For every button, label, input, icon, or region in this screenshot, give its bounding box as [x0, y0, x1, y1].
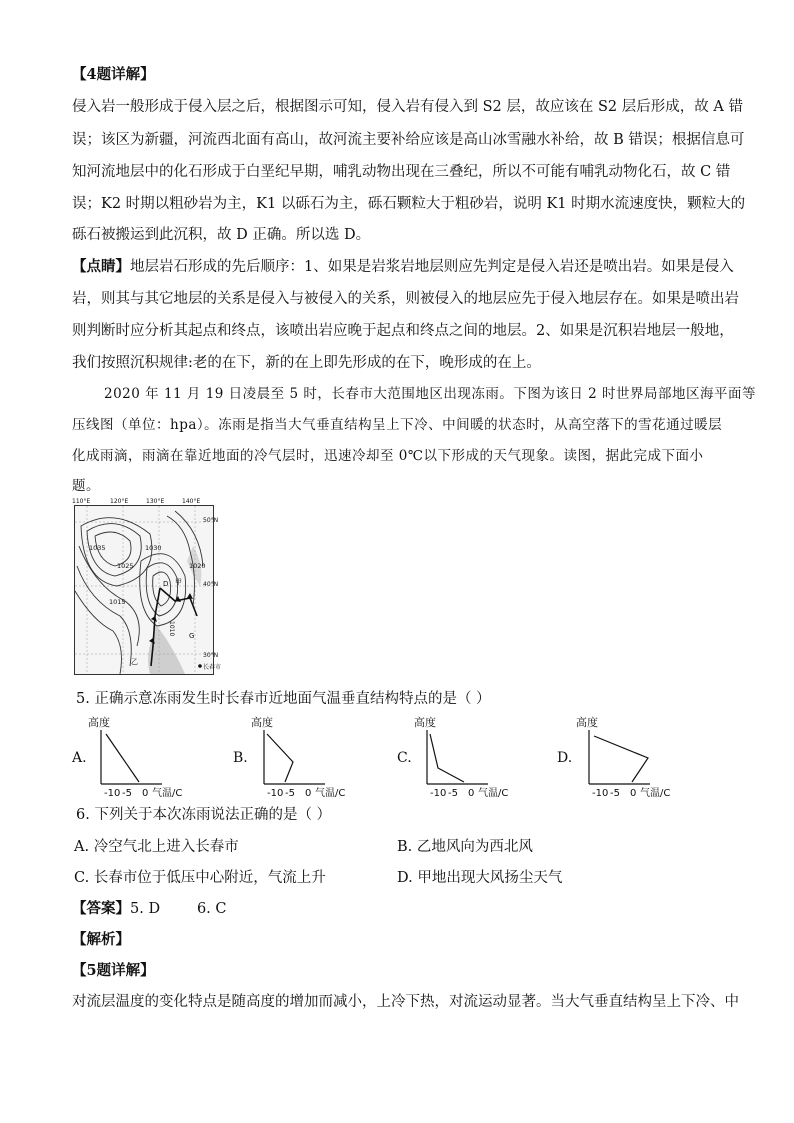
graph-b-xlabel: 气温/C — [315, 788, 346, 799]
passage-line-3: 化成雨滴，雨滴在靠近地面的冷气层时，迅速冷却至 0℃以下形成的天气现象。读图，据此完成下面小 — [72, 448, 704, 464]
q5-option-c-letter[interactable]: C. — [397, 750, 412, 766]
tips-line-1 — [72, 258, 734, 276]
graph-d-tick-0: 0 — [630, 788, 637, 799]
tips-line-4: 我们按照沉积规律:老的在下，新的在上即先形成的在下，晚形成的在上。 — [72, 355, 541, 371]
q5-option-a-graph[interactable] — [84, 714, 199, 804]
answer-label: 【答案】 — [72, 900, 130, 917]
graph-c-ylabel: 高度 — [414, 716, 436, 729]
passage-line-1: 2020 年 11 月 19 日凌晨至 5 时，长春市大范围地区出现冻雨。下图为该日 2 时世界局部地区海平面等 — [104, 386, 757, 402]
graph-d-tick-m5: -5 — [610, 788, 620, 799]
lat-40: 40°N — [203, 581, 219, 588]
q6-option-d[interactable]: D. 甲地出现大风扬尘天气 — [397, 870, 563, 886]
q5-option-b-letter[interactable]: B. — [233, 750, 248, 766]
graph-c-tick-m10: -10 — [430, 788, 447, 799]
isobar-label-1020: 1020 — [189, 562, 206, 570]
svg-text:G: G — [189, 632, 195, 640]
section4-line-5: 砾石被搬运到此沉积，故 D 正确。所以选 D。 — [72, 227, 371, 243]
analysis-label: 【解析】 — [72, 931, 130, 948]
section4-line-2: 误；该区为新疆，河流西北面有高山，故河流主要补给应该是高山冰雪融水补给，故 B 错误；根据信息可 — [72, 132, 745, 148]
passage-line-2: 压线图（单位：hpa）。冻雨是指当大气垂直结构呈上下冷、中间暖的状态时，从高空落下的雪花通过暖层 — [72, 417, 723, 433]
svg-text:D: D — [163, 580, 169, 588]
q5-option-a-letter[interactable]: A. — [72, 750, 87, 766]
q5-option-b-graph[interactable] — [247, 714, 362, 804]
graph-b-tick-m10: -10 — [267, 788, 284, 799]
place-jia: 甲 — [175, 578, 182, 586]
graph-d-ylabel: 高度 — [576, 716, 598, 729]
graph-c-xlabel: 气温/C — [478, 788, 509, 799]
q6-option-c[interactable]: C. 长春市位于低压中心附近，气流上升 — [74, 870, 326, 886]
answer-line — [72, 900, 226, 918]
q5-option-d-graph[interactable] — [572, 714, 687, 804]
section4-line-3: 知河流地层中的化石形成于白垩纪早期，哺乳动物出现在三叠纪，所以不可能有哺乳动物化石，故 C 错 — [72, 164, 731, 180]
answer-value: 5. D 6. C — [130, 901, 227, 917]
graph-c-tick-0: 0 — [468, 788, 475, 799]
isobar-label-1010: 1010 — [168, 621, 175, 637]
lat-30: 30°N — [203, 652, 219, 659]
section4-line-1: 侵入岩一般形成于侵入层之后，根据图示可知，侵入岩有侵入到 S2 层，故应该在 S2 层后形成，故 A 错 — [72, 99, 743, 115]
section5-heading: 【5题详解】 — [72, 962, 155, 979]
place-yi: 乙 — [131, 658, 138, 666]
graph-a-curve — [106, 734, 139, 782]
section4-line-4: 误；K2 时期以粗砂岩为主，K1 以砾石为主，砾石颗粒大于粗砂岩，说明 K1 时期水流速度快，颗粒大的 — [72, 196, 746, 212]
lon-110: 110°E — [72, 498, 91, 505]
lon-120: 120°E — [110, 498, 129, 505]
graph-b-tick-m5: -5 — [285, 788, 295, 799]
q5-option-c-graph[interactable] — [410, 714, 525, 804]
tips-line-2: 岩，则其与其它地层的关系是侵入与被侵入的关系，则被侵入的地层应先于侵入地层存在。如果是喷出岩 — [72, 291, 739, 307]
tips-label: 【点睛】 — [72, 258, 130, 275]
isobar-label-1015: 1015 — [109, 598, 126, 606]
graph-a-tick-m10: -10 — [104, 788, 121, 799]
q5-stem: 5. 正确示意冻雨发生时长春市近地面气温垂直结构特点的是（ ） — [76, 691, 491, 707]
graph-a-tick-0: 0 — [142, 788, 149, 799]
isobar-label-1025: 1025 — [117, 562, 134, 570]
tips-text-1: 地层岩石形成的先后顺序：1、如果是岩浆岩地层则应先判定是侵入岩还是喷出岩。如果是侵入 — [130, 259, 734, 275]
q5-option-d-letter[interactable]: D. — [557, 750, 573, 766]
passage-line-4: 题。 — [72, 478, 100, 494]
graph-c-tick-m5: -5 — [448, 788, 458, 799]
lon-140: 140°E — [182, 498, 201, 505]
graph-a-ylabel: 高度 — [88, 716, 110, 729]
isobar-label-1030: 1030 — [145, 544, 162, 552]
graph-d-xlabel: 气温/C — [640, 788, 671, 799]
graph-a-tick-m5: -5 — [122, 788, 132, 799]
lat-50: 50°N — [203, 517, 219, 524]
map-legend-label: 长春市 — [203, 664, 222, 671]
isobar-label-1035: 1035 — [89, 544, 106, 552]
q6-option-b[interactable]: B. 乙地风向为西北风 — [397, 839, 533, 855]
q6-stem: 6. 下列关于本次冻雨说法正确的是（ ） — [76, 807, 332, 823]
graph-b-curve — [267, 734, 293, 782]
isobar-map-svg — [75, 506, 213, 674]
changchun-legend-marker — [198, 664, 202, 668]
section5-line-1: 对流层温度的变化特点是随高度的增加而减小，上冷下热，对流运动显著。当大气垂直结构呈上下冷、中 — [72, 994, 739, 1010]
graph-d-curve — [594, 736, 648, 782]
isobar-map — [74, 505, 214, 675]
graph-b-tick-0: 0 — [305, 788, 312, 799]
graph-d-tick-m10: -10 — [592, 788, 609, 799]
graph-a-xlabel: 气温/C — [152, 788, 183, 799]
lon-130: 130°E — [146, 498, 165, 505]
tips-line-3: 则判断时应分析其起点和终点，该喷出岩应晚于起点和终点之间的地层。2、如果是沉积岩地层一般地， — [72, 323, 734, 339]
section4-heading: 【4题详解】 — [72, 66, 155, 83]
graph-b-ylabel: 高度 — [251, 716, 273, 729]
q6-option-a[interactable]: A. 冷空气北上进入长春市 — [74, 839, 239, 855]
graph-c-curve — [430, 734, 464, 782]
